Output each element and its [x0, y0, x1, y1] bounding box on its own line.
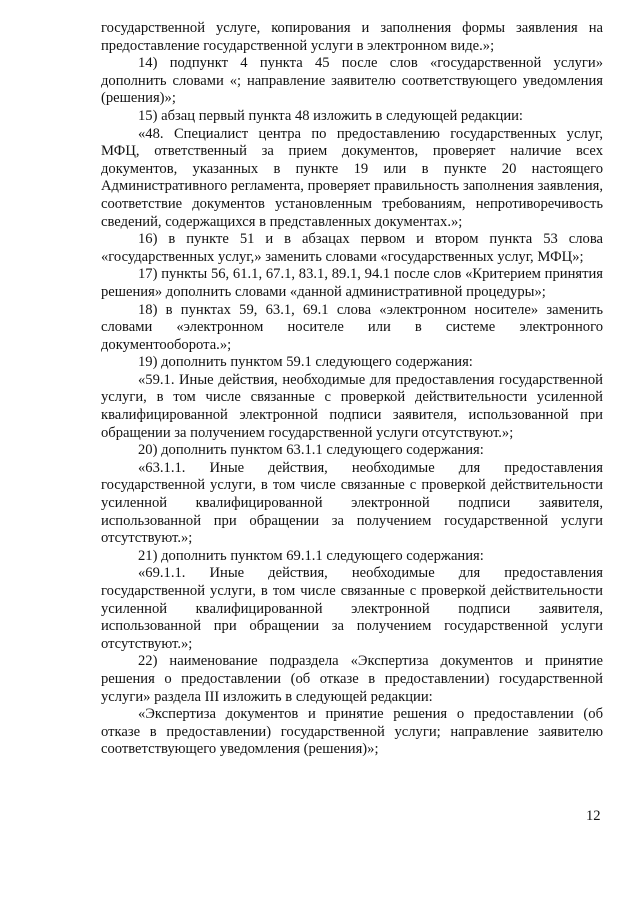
- paragraph-continuation: государственной услуге, копирования и заполнения формы заявления на предоставление государственной услуги в электронном виде.»;: [101, 20, 603, 54]
- paragraph-item-22: 22) наименование подраздела «Экспертиза документов и принятие решения о предоставлении (об отказе в предоставлении) государственной услуги» раздела III изложить в следующей редакции:: [101, 653, 603, 705]
- page-number: 12: [586, 808, 601, 824]
- paragraph-item-15: 15) абзац первый пункта 48 изложить в следующей редакции:: [138, 107, 523, 124]
- paragraph-item-18: 18) в пунктах 59, 63.1, 69.1 слова «электронном носителе» заменить словами «электронном носителе или в системе электронного документооборота.»;: [101, 301, 603, 353]
- paragraph-item-20: 20) дополнить пунктом 63.1.1 следующего содержания:: [138, 442, 484, 459]
- paragraph-item-17: 17) пункты 56, 61.1, 67.1, 83.1, 89.1, 94.1 после слов «Критерием принятия решения» дополнить словами «данной административной процедуры»;: [101, 266, 603, 300]
- paragraph-item-21: 21) дополнить пунктом 69.1.1 следующего содержания:: [138, 547, 484, 564]
- paragraph-point-69-1-1: «69.1.1. Иные действия, необходимые для предоставления государственной услуги, в том числе связанные с проверкой действительности усиленной квалифицированной электронной подписи заявителя, использованной при обращении за получением государственной услуги отсутствуют.»;: [101, 565, 603, 652]
- paragraph-item-16: 16) в пункте 51 и в абзацах первом и втором пункта 53 слова «государственных услуг,» заменить словами «государственных услуг, МФЦ»;: [101, 231, 603, 265]
- paragraph-item-14: 14) подпункт 4 пункта 45 после слов «государственной услуги» дополнить словами «; направление заявителю соответствующего уведомления (решения)»;: [101, 55, 603, 107]
- document-body: [101, 20, 603, 759]
- paragraph-point-48: «48. Специалист центра по предоставлению государственных услуг, МФЦ, ответственный за прием документов, проверяет наличие всех документов, указанных в пункте 19 или в пункте 20 настоящего Административного регламента, проверяет правильность заполнения заявления, соответствие документов установленным требованиям, непротиворечивость сведений, содержащихся в представленных документах.»;: [101, 125, 603, 230]
- paragraph-new-subsection-title: «Экспертиза документов и принятие решения о предоставлении (об отказе в предоставлении) государственной услуги; направление заявителю соответствующего уведомления (решения)»;: [101, 706, 603, 758]
- paragraph-point-59-1: «59.1. Иные действия, необходимые для предоставления государственной услуги, в том числе связанные с проверкой действительности усиленной квалифицированной электронной подписи заявителя, использованной при обращении за получением государственной услуги отсутствуют.»;: [101, 371, 603, 441]
- paragraph-point-63-1-1: «63.1.1. Иные действия, необходимые для предоставления государственной услуги, в том числе связанные с проверкой действительности усиленной квалифицированной электронной подписи заявителя, использованной при обращении за получением государственной услуги отсутствуют.»;: [101, 459, 603, 547]
- paragraph-item-19: 19) дополнить пунктом 59.1 следующего содержания:: [138, 354, 473, 371]
